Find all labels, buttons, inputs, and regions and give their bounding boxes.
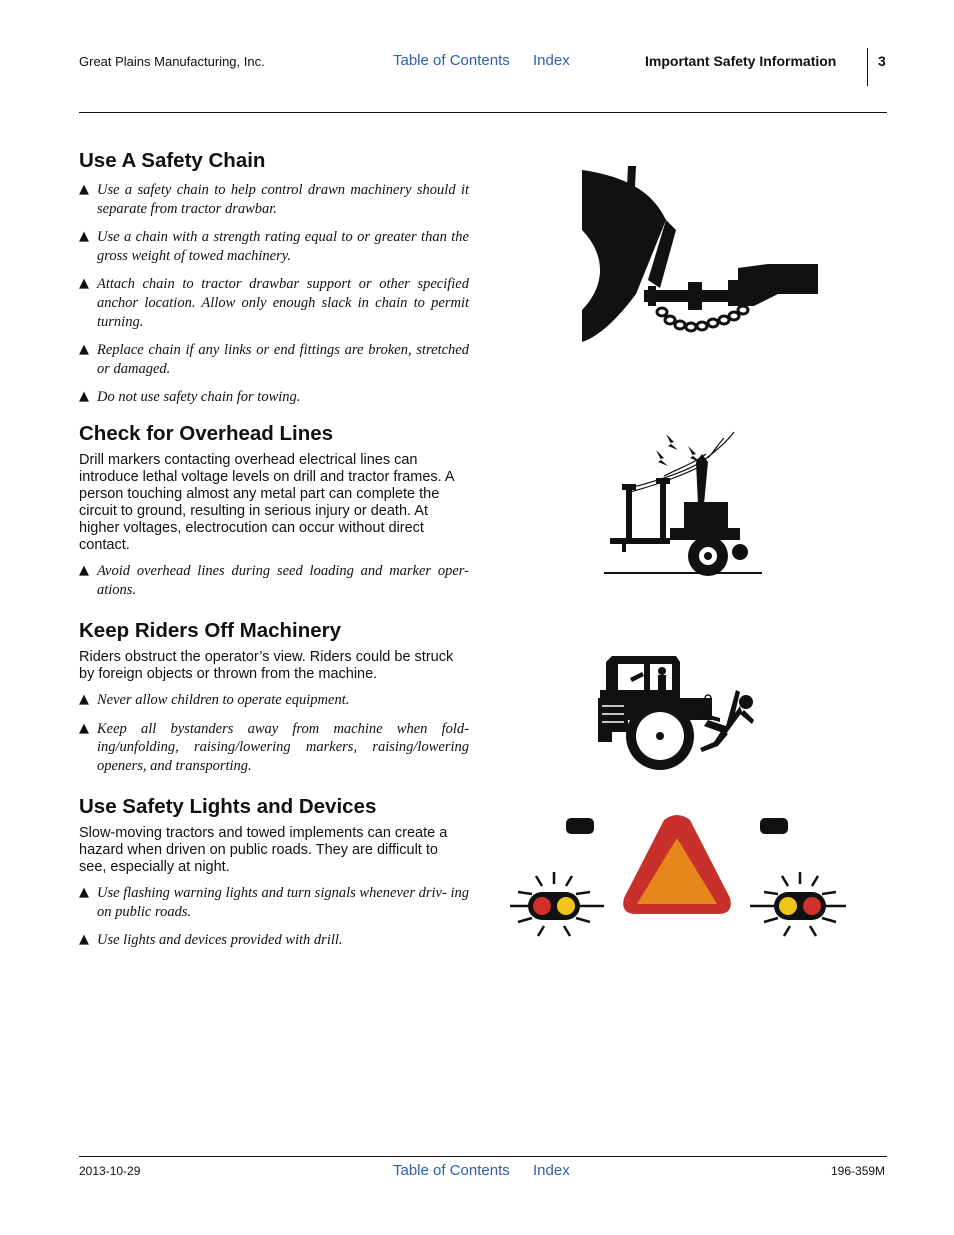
- header-toc-link[interactable]: Table of Contents: [393, 52, 510, 69]
- bullet-triangle-icon: ▲: [79, 182, 89, 197]
- section-body: Slow-moving tractors and towed implements can create a hazard when driven on public roads. They are difficult to see, especially at night.: [79, 825, 448, 875]
- footer-index-link[interactable]: Index: [533, 1162, 570, 1179]
- section-safety-chain: [79, 149, 469, 407]
- flashing-light-left-icon: [510, 872, 604, 936]
- bullet-triangle-icon: ▲: [79, 885, 89, 900]
- section-safety-lights: [79, 795, 469, 950]
- bullet-item: ▲ Use flashing warning lights and turn signals whenever driv- ing on public roads.: [79, 885, 469, 920]
- page-number: 3: [878, 53, 886, 69]
- riders-illustration: [596, 650, 762, 774]
- section-title: Use Safety Lights and Devices: [79, 795, 377, 818]
- section-overhead-lines: [79, 422, 469, 599]
- bullet-triangle-icon: ▲: [79, 720, 89, 736]
- bullet-triangle-icon: ▲: [79, 563, 89, 578]
- bullet-item: ▲ Attach chain to tractor drawbar support or other specified anchor location. Allow only enough slack in chain to permit turning.: [79, 276, 469, 330]
- bullet-item: ▲ Use lights and devices provided with drill.: [79, 932, 343, 949]
- flashing-light-right-icon: [750, 872, 846, 936]
- lamp-top-right-icon: [760, 818, 788, 834]
- bullet-item: ▲ Never allow children to operate equipment.: [79, 692, 350, 708]
- section-title: Use A Safety Chain: [79, 149, 266, 172]
- footer-doc-number: 196-359M: [831, 1164, 886, 1178]
- bullet-triangle-icon: ▲: [79, 276, 89, 292]
- bullet-triangle-icon: ▲: [79, 692, 89, 707]
- header-rule: [79, 112, 887, 113]
- header-section-title: Important Safety Information: [645, 53, 837, 69]
- section-body: Riders obstruct the operator’s view. Riders could be struck by foreign objects or thrown from the machine.: [79, 649, 454, 682]
- bullet-triangle-icon: ▲: [79, 342, 89, 358]
- header-index-link[interactable]: Index: [533, 52, 570, 69]
- footer-toc-link[interactable]: Table of Contents: [393, 1162, 510, 1179]
- bullet-item: ▲ Avoid overhead lines during seed loading and marker oper- ations.: [79, 563, 469, 598]
- footer-rule: [79, 1156, 887, 1157]
- section-body: Drill markers contacting overhead electrical lines can introduce lethal voltage levels on drill and tractor frames. A person touching almost any metal part can complete the circuit to ground, resulting in serious injury or death. At higher voltages, electrocution can occur without direct contact.: [79, 452, 454, 553]
- safety-lights-illustration: [504, 812, 852, 938]
- bullet-item: ▲ Use a chain with a strength rating equal to or greater than the gross weight of towed machinery.: [79, 229, 469, 264]
- bullet-triangle-icon: ▲: [79, 389, 89, 405]
- lamp-top-left-icon: [566, 818, 594, 834]
- bullet-item: ▲ Do not use safety chain for towing.: [79, 389, 301, 406]
- header-divider: [867, 48, 868, 86]
- header-company: Great Plains Manufacturing, Inc.: [79, 54, 265, 69]
- section-title: Check for Overhead Lines: [79, 422, 334, 445]
- bullet-triangle-icon: ▲: [79, 229, 89, 245]
- safety-chain-illustration: [578, 160, 824, 346]
- bullet-item: ▲ Keep all bystanders away from machine when fold- ing/unfolding, raising/lowering markers, raising/lowering openers, and transporting.: [79, 720, 469, 774]
- smv-emblem-icon: [623, 815, 731, 914]
- section-title: Keep Riders Off Machinery: [79, 619, 342, 642]
- bullet-triangle-icon: ▲: [79, 932, 89, 948]
- bullet-item: ▲ Use a safety chain to help control drawn machinery should it separate from tractor drawbar.: [79, 182, 469, 217]
- footer-date: 2013-10-29: [79, 1164, 141, 1178]
- bullet-item: ▲ Replace chain if any links or end fittings are broken, stretched or damaged.: [79, 342, 469, 377]
- overhead-lines-illustration: [600, 428, 766, 578]
- section-riders: [79, 619, 469, 775]
